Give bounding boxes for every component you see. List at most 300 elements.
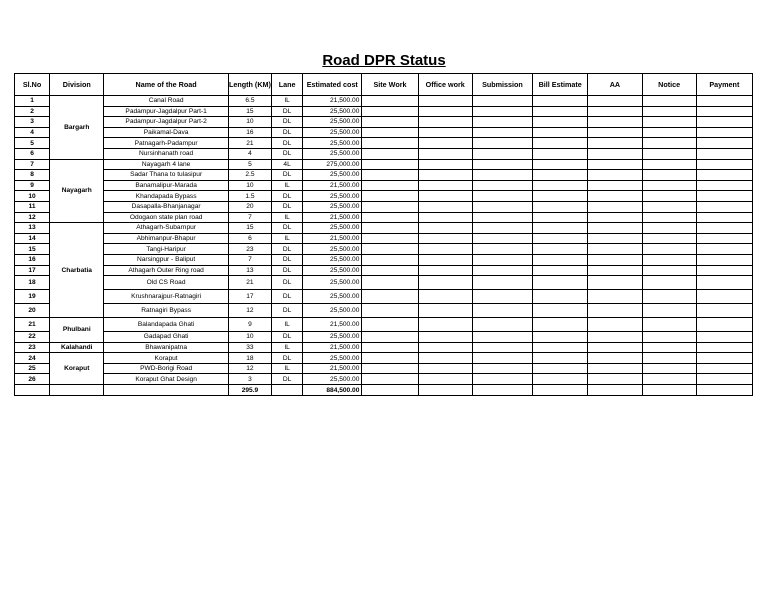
- cell-length: 12: [228, 304, 271, 318]
- cell-office-work: [418, 290, 472, 304]
- cell-cost: 25,500.00: [303, 374, 362, 385]
- cell-bill-estimate: [533, 374, 588, 385]
- cell-notice: [642, 117, 696, 128]
- cell-bill-estimate: [533, 138, 588, 149]
- cell-site-work: [362, 233, 418, 244]
- cell-road-name: Krushnarajpur-Ratnagiri: [104, 290, 229, 304]
- cell-office-work: [418, 191, 472, 202]
- cell-length: 7: [228, 212, 271, 223]
- cell-road-name: Sadar Thana to tulasipur: [104, 170, 229, 181]
- cell-office-work: [418, 304, 472, 318]
- cell-empty: [15, 385, 50, 396]
- cell-lane: DL: [272, 106, 303, 117]
- cell-submission: [472, 117, 532, 128]
- cell-office-work: [418, 159, 472, 170]
- cell-lane: 4L: [272, 159, 303, 170]
- cell-aa: [588, 201, 642, 212]
- cell-site-work: [362, 363, 418, 374]
- cell-submission: [472, 363, 532, 374]
- cell-lane: IL: [272, 96, 303, 107]
- cell-notice: [642, 233, 696, 244]
- cell-lane: DL: [272, 290, 303, 304]
- cell-cost: 25,500.00: [303, 138, 362, 149]
- cell-road-name: Athagarh Outer Ring road: [104, 265, 229, 276]
- cell-payment: [696, 276, 752, 290]
- cell-payment: [696, 96, 752, 107]
- cell-road-name: Tangi-Haripur: [104, 244, 229, 255]
- cell-cost: 25,500.00: [303, 191, 362, 202]
- cell-slno: 15: [15, 244, 50, 255]
- cell-lane: DL: [272, 223, 303, 234]
- cell-site-work: [362, 290, 418, 304]
- cell-submission: [472, 159, 532, 170]
- cell-site-work: [362, 191, 418, 202]
- cell-lane: IL: [272, 212, 303, 223]
- cell-site-work: [362, 254, 418, 265]
- cell-notice: [642, 106, 696, 117]
- cell-aa: [588, 374, 642, 385]
- cell-submission: [472, 212, 532, 223]
- header-bill-estimate: Bill Estimate: [533, 74, 588, 96]
- cell-bill-estimate: [533, 265, 588, 276]
- cell-road-name: Koraput Ghat Design: [104, 374, 229, 385]
- cell-office-work: [418, 96, 472, 107]
- cell-slno: 26: [15, 374, 50, 385]
- cell-aa: [588, 96, 642, 107]
- table-row: [15, 276, 753, 290]
- cell-road-name: Balandapada Ghati: [104, 318, 229, 332]
- cell-length: 15: [228, 106, 271, 117]
- cell-payment: [696, 304, 752, 318]
- cell-submission: [472, 276, 532, 290]
- table-row: [15, 332, 753, 343]
- cell-lane: DL: [272, 276, 303, 290]
- cell-bill-estimate: [533, 148, 588, 159]
- cell-slno: 10: [15, 191, 50, 202]
- cell-length: 13: [228, 265, 271, 276]
- cell-bill-estimate: [533, 127, 588, 138]
- cell-cost: 25,500.00: [303, 265, 362, 276]
- cell-bill-estimate: [533, 290, 588, 304]
- cell-notice: [642, 180, 696, 191]
- cell-submission: [472, 170, 532, 181]
- cell-submission: [472, 148, 532, 159]
- cell-lane: DL: [272, 201, 303, 212]
- cell-road-name: Odogaon state plan road: [104, 212, 229, 223]
- cell-notice: [642, 254, 696, 265]
- cell-submission: [472, 138, 532, 149]
- cell-slno: 3: [15, 117, 50, 128]
- cell-slno: 19: [15, 290, 50, 304]
- cell-road-name: PWD-Borigi Road: [104, 363, 229, 374]
- cell-slno: 20: [15, 304, 50, 318]
- cell-road-name: Koraput: [104, 353, 229, 364]
- header-office-work: Office work: [418, 74, 472, 96]
- cell-cost: 21,500.00: [303, 96, 362, 107]
- cell-cost: 25,500.00: [303, 244, 362, 255]
- cell-slno: 21: [15, 318, 50, 332]
- cell-lane: IL: [272, 318, 303, 332]
- cell-aa: [588, 127, 642, 138]
- cell-notice: [642, 138, 696, 149]
- header-length: Length (KM): [228, 74, 271, 96]
- cell-length: 10: [228, 180, 271, 191]
- cell-office-work: [418, 106, 472, 117]
- cell-bill-estimate: [533, 244, 588, 255]
- cell-slno: 23: [15, 342, 50, 353]
- cell-aa: [588, 148, 642, 159]
- cell-notice: [642, 363, 696, 374]
- cell-notice: [642, 127, 696, 138]
- cell-bill-estimate: [533, 276, 588, 290]
- cell-bill-estimate: [533, 191, 588, 202]
- cell-office-work: [418, 127, 472, 138]
- cell-payment: [696, 170, 752, 181]
- cell-road-name: Dasapalla-Bhanjanagar: [104, 201, 229, 212]
- cell-slno: 7: [15, 159, 50, 170]
- cell-aa: [588, 191, 642, 202]
- cell-bill-estimate: [533, 353, 588, 364]
- table-row: [15, 201, 753, 212]
- cell-notice: [642, 201, 696, 212]
- cell-cost: 25,500.00: [303, 304, 362, 318]
- cell-cost: 25,500.00: [303, 106, 362, 117]
- cell-aa: [588, 276, 642, 290]
- cell-cost: 25,500.00: [303, 127, 362, 138]
- cell-payment: [696, 363, 752, 374]
- cell-road-name: Padampur-Jagdalpur Part-1: [104, 106, 229, 117]
- cell-aa: [588, 233, 642, 244]
- cell-road-name: Canal Road: [104, 96, 229, 107]
- cell-aa: [588, 244, 642, 255]
- cell-payment: [696, 117, 752, 128]
- cell-office-work: [418, 353, 472, 364]
- cell-bill-estimate: [533, 342, 588, 353]
- cell-site-work: [362, 170, 418, 181]
- cell-aa: [588, 170, 642, 181]
- cell-slno: 11: [15, 201, 50, 212]
- road-dpr-table: [14, 73, 753, 396]
- cell-aa: [588, 318, 642, 332]
- cell-payment: [696, 353, 752, 364]
- cell-payment: [696, 332, 752, 343]
- cell-cost: 25,500.00: [303, 148, 362, 159]
- cell-payment: [696, 201, 752, 212]
- cell-office-work: [418, 244, 472, 255]
- table-row: [15, 180, 753, 191]
- cell-site-work: [362, 332, 418, 343]
- cell-road-name: Padampur-Jagdalpur Part-2: [104, 117, 229, 128]
- cell-slno: 16: [15, 254, 50, 265]
- cell-notice: [642, 212, 696, 223]
- cell-submission: [472, 106, 532, 117]
- cell-empty: [418, 385, 472, 396]
- cell-bill-estimate: [533, 170, 588, 181]
- cell-bill-estimate: [533, 318, 588, 332]
- cell-office-work: [418, 276, 472, 290]
- cell-office-work: [418, 170, 472, 181]
- cell-office-work: [418, 148, 472, 159]
- header-payment: Payment: [696, 74, 752, 96]
- cell-cost: 275,000.00: [303, 159, 362, 170]
- cell-aa: [588, 265, 642, 276]
- cell-length: 21: [228, 276, 271, 290]
- cell-payment: [696, 180, 752, 191]
- cell-submission: [472, 244, 532, 255]
- cell-notice: [642, 353, 696, 364]
- cell-cost: 21,500.00: [303, 342, 362, 353]
- cell-aa: [588, 363, 642, 374]
- cell-empty: [642, 385, 696, 396]
- cell-cost: 25,500.00: [303, 290, 362, 304]
- cell-site-work: [362, 212, 418, 223]
- cell-bill-estimate: [533, 159, 588, 170]
- cell-empty: [533, 385, 588, 396]
- cell-submission: [472, 223, 532, 234]
- table-row: [15, 304, 753, 318]
- cell-aa: [588, 180, 642, 191]
- cell-empty: [588, 385, 642, 396]
- cell-road-name: Paikamal-Dava: [104, 127, 229, 138]
- cell-cost: 21,500.00: [303, 212, 362, 223]
- cell-length: 20: [228, 201, 271, 212]
- cell-payment: [696, 265, 752, 276]
- table-row: [15, 318, 753, 332]
- cell-office-work: [418, 138, 472, 149]
- cell-site-work: [362, 353, 418, 364]
- cell-site-work: [362, 201, 418, 212]
- cell-length: 18: [228, 353, 271, 364]
- cell-aa: [588, 353, 642, 364]
- cell-division: Phulbani: [50, 318, 104, 343]
- cell-road-name: Nursinhanath road: [104, 148, 229, 159]
- cell-division: Kalahandi: [50, 342, 104, 353]
- table-row: [15, 233, 753, 244]
- table-row: [15, 265, 753, 276]
- cell-site-work: [362, 138, 418, 149]
- cell-length: 16: [228, 127, 271, 138]
- table-row: [15, 342, 753, 353]
- cell-office-work: [418, 265, 472, 276]
- cell-payment: [696, 342, 752, 353]
- cell-cost: 25,500.00: [303, 201, 362, 212]
- cell-submission: [472, 96, 532, 107]
- cell-length: 10: [228, 117, 271, 128]
- cell-office-work: [418, 374, 472, 385]
- table-row: [15, 117, 753, 128]
- cell-road-name: Nayagarh 4 lane: [104, 159, 229, 170]
- cell-notice: [642, 342, 696, 353]
- cell-site-work: [362, 180, 418, 191]
- cell-bill-estimate: [533, 117, 588, 128]
- cell-division: Nayagarh: [50, 159, 104, 223]
- cell-lane: IL: [272, 342, 303, 353]
- table-row: [15, 374, 753, 385]
- total-cost: 884,500.00: [303, 385, 362, 396]
- cell-submission: [472, 353, 532, 364]
- cell-lane: IL: [272, 233, 303, 244]
- cell-lane: DL: [272, 138, 303, 149]
- cell-aa: [588, 342, 642, 353]
- cell-slno: 13: [15, 223, 50, 234]
- header-cost: Estimated cost: [303, 74, 362, 96]
- cell-submission: [472, 304, 532, 318]
- cell-aa: [588, 212, 642, 223]
- cell-office-work: [418, 254, 472, 265]
- cell-slno: 8: [15, 170, 50, 181]
- cell-office-work: [418, 233, 472, 244]
- cell-bill-estimate: [533, 332, 588, 343]
- cell-office-work: [418, 201, 472, 212]
- cell-site-work: [362, 265, 418, 276]
- cell-length: 12: [228, 363, 271, 374]
- cell-slno: 4: [15, 127, 50, 138]
- cell-submission: [472, 201, 532, 212]
- cell-lane: DL: [272, 353, 303, 364]
- table-row: [15, 290, 753, 304]
- cell-payment: [696, 290, 752, 304]
- table-row: [15, 138, 753, 149]
- cell-bill-estimate: [533, 212, 588, 223]
- cell-slno: 9: [15, 180, 50, 191]
- table-row: [15, 212, 753, 223]
- cell-road-name: Banamalipur-Marada: [104, 180, 229, 191]
- cell-slno: 24: [15, 353, 50, 364]
- cell-cost: 21,500.00: [303, 363, 362, 374]
- cell-site-work: [362, 276, 418, 290]
- cell-length: 17: [228, 290, 271, 304]
- cell-lane: DL: [272, 332, 303, 343]
- cell-slno: 1: [15, 96, 50, 107]
- table-row: [15, 223, 753, 234]
- cell-notice: [642, 374, 696, 385]
- cell-notice: [642, 244, 696, 255]
- cell-aa: [588, 106, 642, 117]
- cell-payment: [696, 318, 752, 332]
- cell-slno: 18: [15, 276, 50, 290]
- cell-office-work: [418, 117, 472, 128]
- cell-office-work: [418, 212, 472, 223]
- cell-length: 1.5: [228, 191, 271, 202]
- cell-road-name: Athagarh-Subarnpur: [104, 223, 229, 234]
- cell-cost: 25,500.00: [303, 170, 362, 181]
- cell-length: 21: [228, 138, 271, 149]
- cell-payment: [696, 138, 752, 149]
- cell-length: 7: [228, 254, 271, 265]
- cell-length: 5: [228, 159, 271, 170]
- header-site-work: Site Work: [362, 74, 418, 96]
- cell-empty: [696, 385, 752, 396]
- cell-cost: 25,500.00: [303, 254, 362, 265]
- cell-notice: [642, 290, 696, 304]
- cell-empty: [50, 385, 104, 396]
- cell-submission: [472, 342, 532, 353]
- cell-payment: [696, 212, 752, 223]
- cell-site-work: [362, 304, 418, 318]
- cell-notice: [642, 318, 696, 332]
- cell-bill-estimate: [533, 304, 588, 318]
- cell-submission: [472, 254, 532, 265]
- cell-submission: [472, 374, 532, 385]
- cell-length: 4: [228, 148, 271, 159]
- table-row: [15, 127, 753, 138]
- cell-slno: 14: [15, 233, 50, 244]
- cell-length: 2.5: [228, 170, 271, 181]
- cell-bill-estimate: [533, 180, 588, 191]
- cell-office-work: [418, 318, 472, 332]
- cell-submission: [472, 191, 532, 202]
- cell-lane: DL: [272, 117, 303, 128]
- cell-cost: 21,500.00: [303, 318, 362, 332]
- cell-road-name: Old CS Road: [104, 276, 229, 290]
- cell-notice: [642, 265, 696, 276]
- cell-slno: 25: [15, 363, 50, 374]
- table-row: [15, 170, 753, 181]
- cell-cost: 25,500.00: [303, 223, 362, 234]
- cell-submission: [472, 318, 532, 332]
- table-row: [15, 96, 753, 107]
- total-length: 295.9: [228, 385, 271, 396]
- cell-aa: [588, 138, 642, 149]
- table-row: [15, 244, 753, 255]
- cell-site-work: [362, 223, 418, 234]
- total-row: [15, 385, 753, 396]
- cell-notice: [642, 191, 696, 202]
- cell-lane: DL: [272, 374, 303, 385]
- cell-aa: [588, 117, 642, 128]
- cell-lane: DL: [272, 127, 303, 138]
- cell-payment: [696, 127, 752, 138]
- cell-notice: [642, 223, 696, 234]
- cell-notice: [642, 304, 696, 318]
- cell-office-work: [418, 363, 472, 374]
- cell-payment: [696, 106, 752, 117]
- table-row: [15, 106, 753, 117]
- cell-length: 15: [228, 223, 271, 234]
- cell-lane: DL: [272, 244, 303, 255]
- cell-site-work: [362, 127, 418, 138]
- cell-notice: [642, 276, 696, 290]
- cell-notice: [642, 332, 696, 343]
- cell-site-work: [362, 106, 418, 117]
- cell-bill-estimate: [533, 96, 588, 107]
- cell-empty: [272, 385, 303, 396]
- cell-length: 23: [228, 244, 271, 255]
- cell-cost: 25,500.00: [303, 117, 362, 128]
- cell-site-work: [362, 374, 418, 385]
- cell-cost: 21,500.00: [303, 233, 362, 244]
- cell-bill-estimate: [533, 254, 588, 265]
- cell-lane: DL: [272, 170, 303, 181]
- cell-submission: [472, 233, 532, 244]
- cell-bill-estimate: [533, 363, 588, 374]
- cell-slno: 17: [15, 265, 50, 276]
- header-row: [15, 74, 753, 96]
- cell-lane: DL: [272, 191, 303, 202]
- cell-cost: 25,500.00: [303, 276, 362, 290]
- cell-length: 3: [228, 374, 271, 385]
- cell-aa: [588, 332, 642, 343]
- cell-empty: [362, 385, 418, 396]
- cell-lane: IL: [272, 180, 303, 191]
- cell-bill-estimate: [533, 233, 588, 244]
- cell-site-work: [362, 318, 418, 332]
- cell-slno: 12: [15, 212, 50, 223]
- cell-office-work: [418, 223, 472, 234]
- cell-road-name: Bhawanipatna: [104, 342, 229, 353]
- cell-submission: [472, 265, 532, 276]
- cell-bill-estimate: [533, 201, 588, 212]
